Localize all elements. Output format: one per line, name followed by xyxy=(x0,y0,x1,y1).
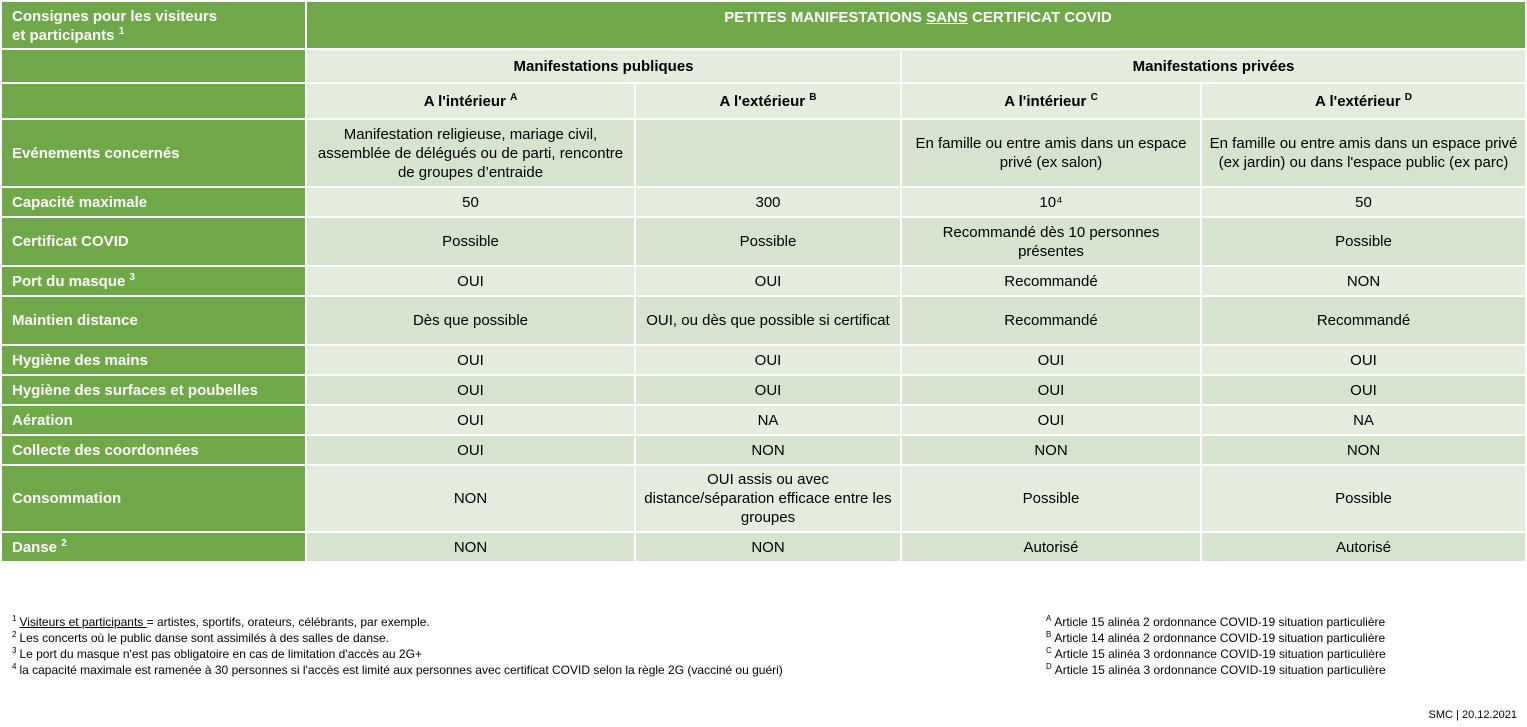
empty-header xyxy=(2,50,305,82)
table-cell: OUI xyxy=(902,406,1200,434)
table-cell: En famille ou entre amis dans un espace privé (ex salon) xyxy=(902,120,1200,186)
table-cell: Recommandé xyxy=(1202,297,1525,344)
table-cell: OUI xyxy=(307,267,634,295)
row-label: Port du masque $^3$ xyxy=(2,267,305,295)
table-cell: NON xyxy=(636,533,900,561)
table-cell: NA xyxy=(1202,406,1525,434)
empty-header xyxy=(2,84,305,118)
table-row xyxy=(2,533,1525,561)
table-cell: NON xyxy=(307,466,634,531)
table-cell: Possible xyxy=(902,466,1200,531)
footnotes-right xyxy=(1046,614,1386,678)
table-cell: Manifestation religieuse, mariage civil, assemblée de délégués ou de parti, rencontre de groupes d’entraide xyxy=(307,120,634,186)
column-header: A l'intérieur $^A$ xyxy=(307,84,634,118)
title-row xyxy=(2,2,1525,48)
footnote: $^C$ Article 15 alinéa 3 ordonnance COVID-19 situation particulière xyxy=(1046,646,1386,661)
table-cell: OUI, ou dès que possible si certificat xyxy=(636,297,900,344)
table-row xyxy=(2,188,1525,216)
table-cell: NON xyxy=(902,436,1200,464)
group-row xyxy=(2,50,1525,82)
table-cell: Possible xyxy=(307,218,634,265)
row-label: Hygiène des mains xyxy=(2,346,305,374)
table-cell: 10⁴ xyxy=(902,188,1200,216)
row-label: Collecte des coordonnées xyxy=(2,436,305,464)
table-cell: OUI xyxy=(307,436,634,464)
table-cell: OUI xyxy=(307,406,634,434)
table-cell: Autorisé xyxy=(902,533,1200,561)
table-row xyxy=(2,436,1525,464)
corner-header xyxy=(2,2,305,48)
table-cell: OUI xyxy=(636,376,900,404)
column-row xyxy=(2,84,1525,118)
footnote: $^B$ Article 14 alinéa 2 ordonnance COVID-19 situation particulière xyxy=(1046,630,1386,645)
table-cell: NON xyxy=(1202,267,1525,295)
footnote: $^3$ Le port du masque n'est pas obligatoire en cas de limitation d'accès au 2G+ xyxy=(12,646,422,661)
table-cell: NA xyxy=(636,406,900,434)
row-label: Aération xyxy=(2,406,305,434)
footnote: $^D$ Article 15 alinéa 3 ordonnance COVID-19 situation particulière xyxy=(1046,662,1386,677)
table-cell: OUI assis ou avec distance/séparation efficace entre les groupes xyxy=(636,466,900,531)
table-title xyxy=(307,2,1525,48)
table-cell: Autorisé xyxy=(1202,533,1525,561)
table-cell: 50 xyxy=(1202,188,1525,216)
table-cell xyxy=(636,120,900,186)
corner-line1: Consignes pour les visiteurs xyxy=(12,8,218,25)
group-public: Manifestations publiques xyxy=(307,50,900,82)
row-label: Evénements concernés xyxy=(2,120,305,186)
corner-note: 1 xyxy=(118,26,125,37)
table-cell: Possible xyxy=(1202,218,1525,265)
title-pre: PETITES MANIFESTATIONS xyxy=(724,9,927,26)
row-label: Capacité maximale xyxy=(2,188,305,216)
footnotes-left xyxy=(12,614,783,678)
table-row xyxy=(2,406,1525,434)
footnote: $^1$ Visiteurs et participants = artistes, sportifs, orateurs, célébrants, par exemple. xyxy=(12,614,430,629)
table-cell: En famille ou entre amis dans un espace privé (ex jardin) ou dans l'espace public (ex parc) xyxy=(1202,120,1525,186)
row-label: Certificat COVID xyxy=(2,218,305,265)
title-sans: SANS xyxy=(926,9,968,26)
row-label: Danse $^2$ xyxy=(2,533,305,561)
table-cell: NON xyxy=(636,436,900,464)
table-cell: OUI xyxy=(636,346,900,374)
table-row xyxy=(2,376,1525,404)
table-cell: OUI xyxy=(1202,346,1525,374)
signature: SMC | 20.12.2021 xyxy=(1428,709,1517,721)
table-cell: OUI xyxy=(307,346,634,374)
column-header: A l'extérieur $^D$ xyxy=(1202,84,1525,118)
table-cell: Dès que possible xyxy=(307,297,634,344)
table-row xyxy=(2,218,1525,265)
table-row xyxy=(2,297,1525,344)
table-row xyxy=(2,267,1525,295)
footnote: $^4$ la capacité maximale est ramenée à 30 personnes si l'accès est limité aux personnes avec certificat COVID selon la règle 2G (vacciné ou guéri) xyxy=(12,662,783,677)
table-cell: NON xyxy=(1202,436,1525,464)
table-row xyxy=(2,466,1525,531)
table-cell: Recommandé xyxy=(902,267,1200,295)
table-cell: OUI xyxy=(636,267,900,295)
table-cell: Possible xyxy=(1202,466,1525,531)
group-private: Manifestations privées xyxy=(902,50,1525,82)
table-row xyxy=(2,120,1525,186)
title-post: CERTIFICAT COVID xyxy=(967,9,1112,26)
table-cell: OUI xyxy=(902,346,1200,374)
table-cell: NON xyxy=(307,533,634,561)
table-cell: 300 xyxy=(636,188,900,216)
column-header: A l'intérieur $^C$ xyxy=(902,84,1200,118)
footnote: $^2$ Les concerts où le public danse sont assimilés à des salles de danse. xyxy=(12,630,389,645)
corner-line2: et participants xyxy=(12,27,115,44)
table-cell: 50 xyxy=(307,188,634,216)
row-label: Consommation xyxy=(2,466,305,531)
footnote: $^A$ Article 15 alinéa 2 ordonnance COVID-19 situation particulière xyxy=(1046,614,1386,629)
row-label: Maintien distance xyxy=(2,297,305,344)
row-label: Hygiène des surfaces et poubelles xyxy=(2,376,305,404)
table-row xyxy=(2,346,1525,374)
table-cell: Recommandé xyxy=(902,297,1200,344)
table-cell: Recommandé dès 10 personnes présentes xyxy=(902,218,1200,265)
column-header: A l'extérieur $^B$ xyxy=(636,84,900,118)
table-cell: OUI xyxy=(307,376,634,404)
table-cell: OUI xyxy=(1202,376,1525,404)
table-cell: Possible xyxy=(636,218,900,265)
table-cell: OUI xyxy=(902,376,1200,404)
